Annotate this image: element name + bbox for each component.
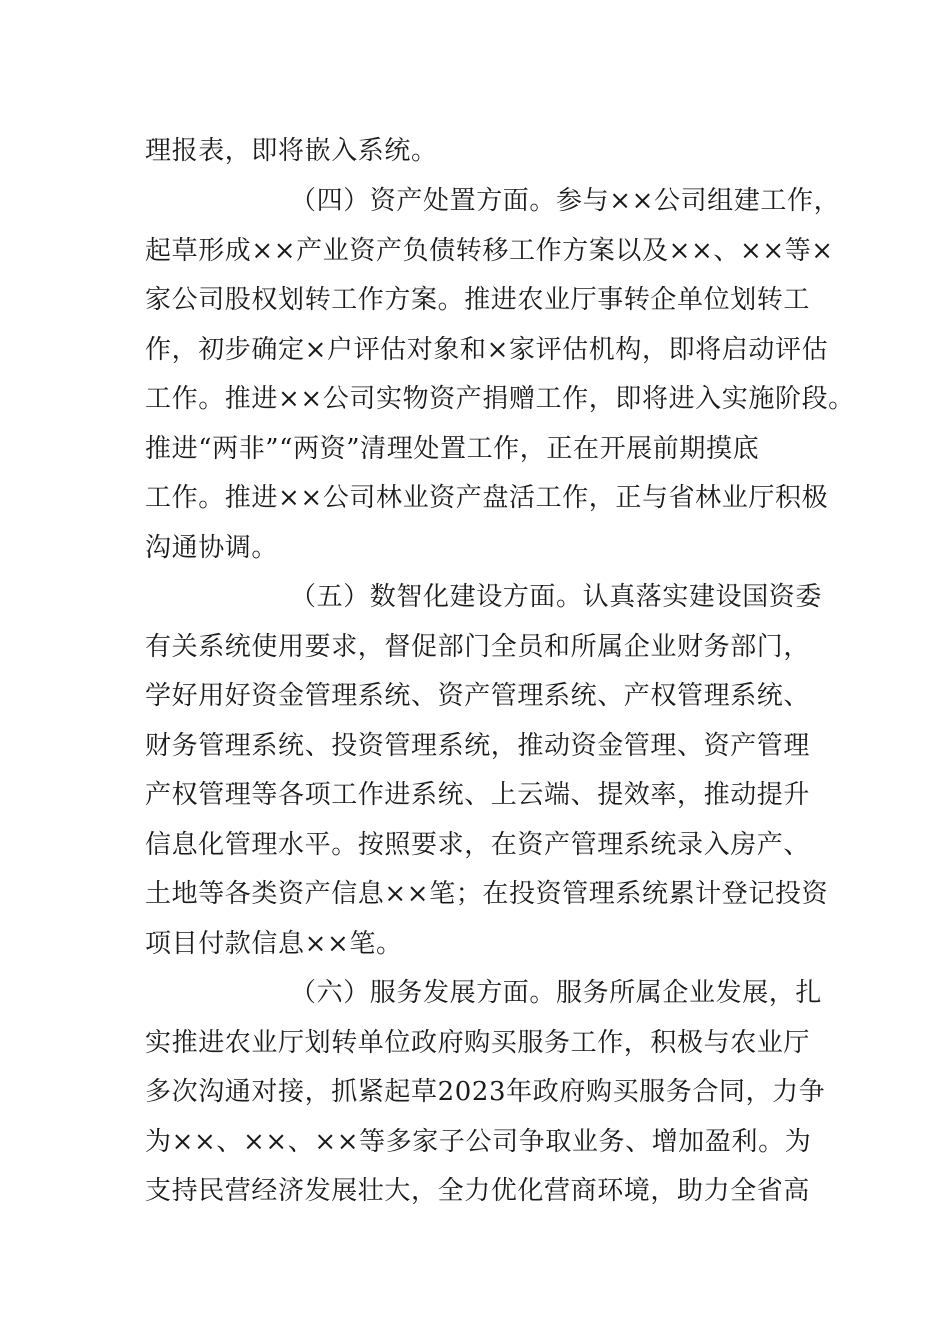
text-line: 作，初步确定×户评估对象和×家评估机构，即将启动评估 — [145, 335, 829, 365]
text-line: 项目付款信息××笔。 — [145, 929, 403, 959]
section-heading-line: （四）资产处置方面。参与××公司组建工作， — [290, 186, 841, 216]
text-line: 土地等各类资产信息××笔；在投资管理系统累计登记投资 — [145, 879, 829, 909]
text-line: 财务管理系统、投资管理系统，推动资金管理、资产管理 — [145, 731, 811, 761]
text-line: 学好用好资金管理系统、资产管理系统、产权管理系统、 — [145, 681, 811, 711]
text-line: 沟通协调。 — [145, 533, 279, 563]
text-line: 产权管理等各项工作进系统、上云端、提效率，推动提升 — [145, 780, 811, 810]
section-heading-line: （五）数智化建设方面。认真落实建设国资委 — [290, 582, 823, 612]
text-line: 工作。推进××公司实物资产捐赠工作，即将进入实施阶段。 — [145, 384, 855, 414]
text-line: 多次沟通对接，抓紧起草2023年政府购买服务合同，力争 — [145, 1077, 826, 1107]
text-line: 实推进农业厅划转单位政府购买服务工作，积极与农业厅 — [145, 1028, 811, 1058]
text-line: 理报表，即将嵌入系统。 — [145, 136, 438, 166]
text-line: 信息化管理水平。按照要求，在资产管理系统录入房产、 — [145, 830, 811, 860]
text-line: 支持民营经济发展壮大，全力优化营商环境，助力全省高 — [145, 1176, 811, 1206]
text-line: 推进“两非”“两资”清理处置工作，正在开展前期摸底 — [145, 434, 760, 464]
text-line: 为××、××、××等多家子公司争取业务、增加盈利。为 — [145, 1127, 812, 1157]
text-line: 有关系统使用要求，督促部门全员和所属企业财务部门， — [145, 632, 811, 662]
text-line: 工作。推进××公司林业资产盘活工作，正与省林业厅积极 — [145, 483, 829, 513]
section-heading-line: （六）服务发展方面。服务所属企业发展，扎 — [290, 978, 823, 1008]
text-line: 起草形成××产业资产负债转移工作方案以及××、××等× — [145, 236, 834, 266]
text-line: 家公司股权划转工作方案。推进农业厅事转企单位划转工 — [145, 285, 811, 315]
